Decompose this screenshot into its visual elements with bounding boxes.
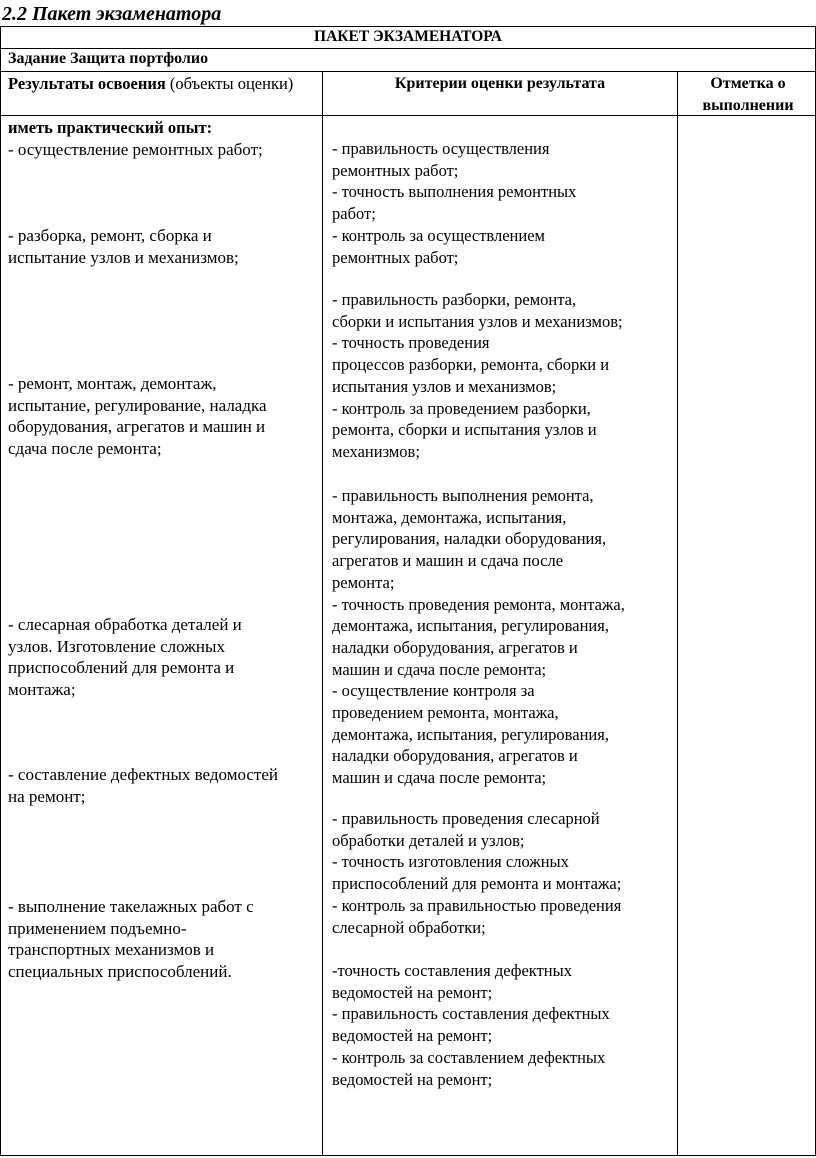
criteria-line: - правильность осуществления: [332, 139, 550, 158]
criteria-line: - контроль за правильностью проведения: [332, 895, 622, 915]
criteria-line: ремонта, сборки и испытания узлов и: [332, 420, 597, 440]
criteria-item: [332, 289, 676, 463]
column-header-mark: Отметка о выполнении: [702, 75, 794, 114]
criteria-line: демонтажа, испытания, регулирования,: [332, 724, 609, 744]
results-header-bold: Результаты освоения: [8, 74, 166, 93]
table-border-bottom: [0, 1155, 816, 1156]
criteria-line: - правильность выполнения ремонта,: [332, 486, 594, 505]
result-line: - составление дефектных ведомостей: [8, 765, 278, 784]
column-divider-2: [677, 71, 678, 1156]
criteria-line: механизмов;: [332, 441, 420, 461]
criteria-line: агрегатов и машин и сдача после: [332, 551, 564, 571]
criteria-line: - точность выполнения ремонтных: [332, 182, 577, 202]
section-heading: 2.2 Пакет экзаменатора: [2, 3, 222, 25]
criteria-line: ведомостей на ремонт;: [332, 982, 493, 1002]
criteria-item: [332, 485, 676, 789]
criteria-line: работ;: [332, 204, 376, 224]
criteria-line: ведомостей на ремонт;: [332, 1069, 493, 1089]
result-item: [8, 764, 320, 807]
practice-heading: иметь практический опыт:: [8, 118, 213, 137]
result-line: - разборка, ремонт, сборка и: [8, 226, 212, 245]
result-line: - осуществление ремонтных работ;: [8, 140, 263, 159]
criteria-line: - контроль за составлением дефектных: [332, 1047, 606, 1067]
criteria-line: машин и сдача после ремонта;: [332, 659, 547, 679]
criteria-item: [332, 960, 676, 1090]
column-divider-1: [322, 71, 323, 1156]
result-line: транспортных механизмов и: [8, 940, 215, 960]
result-line: испытание узлов и механизмов;: [8, 247, 239, 267]
result-line: сдача после ремонта;: [8, 439, 162, 459]
results-header-rest: (объекты оценки): [165, 74, 294, 93]
result-line: применением подъемно-: [8, 918, 187, 938]
criteria-line: машин и сдача после ремонта;: [332, 768, 547, 788]
criteria-line: - правильность составления дефектных: [332, 1004, 610, 1024]
criteria-line: ремонтных работ;: [332, 160, 459, 180]
criteria-line: ремонта;: [332, 572, 395, 592]
table-rule-task: [0, 71, 816, 72]
result-item: [8, 614, 320, 701]
result-line: специальных приспособлений.: [8, 962, 232, 982]
criteria-line: ремонтных работ;: [332, 247, 459, 267]
criteria-item: [332, 808, 676, 938]
criteria-line: регулирования, наладки оборудования,: [332, 529, 607, 549]
result-item: [8, 225, 320, 268]
criteria-line: - правильность проведения слесарной: [332, 809, 600, 828]
criteria-line: монтажа, демонтажа, испытания,: [332, 507, 567, 527]
result-line: - слесарная обработка деталей и: [8, 615, 242, 634]
criteria-line: наладки оборудования, агрегатов и: [332, 637, 578, 657]
result-line: узлов. Изготовление сложных: [8, 636, 225, 656]
criteria-line: слесарной обработки;: [332, 917, 486, 937]
criteria-line: испытания узлов и механизмов;: [332, 376, 557, 396]
result-item: [8, 896, 320, 983]
task-row: Задание Защита портфолио: [8, 50, 209, 67]
criteria-item: [332, 138, 676, 268]
criteria-line: приспособлений для ремонта и монтажа;: [332, 874, 622, 894]
criteria-line: -точность составления дефектных: [332, 961, 572, 980]
result-item: [8, 373, 320, 460]
result-item: [8, 139, 320, 161]
criteria-line: - правильность разборки, ремонта,: [332, 290, 577, 309]
criteria-line: - контроль за осуществлением: [332, 225, 545, 245]
criteria-line: обработки деталей и узлов;: [332, 830, 525, 850]
criteria-line: - точность проведения: [332, 333, 490, 353]
table-title: ПАКЕТ ЭКЗАМЕНАТОРА: [314, 28, 502, 45]
column-header-criteria: Критерии оценки результата: [394, 75, 606, 92]
criteria-line: демонтажа, испытания, регулирования,: [332, 616, 609, 636]
result-line: монтажа;: [8, 680, 76, 700]
criteria-line: наладки оборудования, агрегатов и: [332, 746, 578, 766]
criteria-line: сборки и испытания узлов и механизмов;: [332, 311, 623, 331]
result-line: на ремонт;: [8, 786, 86, 806]
result-line: испытание, регулирование, наладка: [8, 395, 267, 415]
criteria-line: - точность проведения ремонта, монтажа,: [332, 594, 625, 614]
result-line: приспособлений для ремонта и: [8, 658, 235, 678]
criteria-line: проведением ремонта, монтажа,: [332, 703, 559, 723]
criteria-line: - осуществление контроля за: [332, 681, 535, 701]
criteria-line: - точность изготовления сложных: [332, 852, 569, 872]
criteria-line: ведомостей на ремонт;: [332, 1026, 493, 1046]
criteria-line: процессов разборки, ремонта, сборки и: [332, 355, 610, 375]
table-border-left: [0, 26, 1, 1156]
column-header-results: [8, 73, 318, 95]
result-line: оборудования, агрегатов и машин и: [8, 417, 266, 437]
result-line: - ремонт, монтаж, демонтаж,: [8, 374, 217, 393]
criteria-line: - контроль за проведением разборки,: [332, 398, 591, 418]
result-line: - выполнение такелажных работ с: [8, 897, 254, 916]
